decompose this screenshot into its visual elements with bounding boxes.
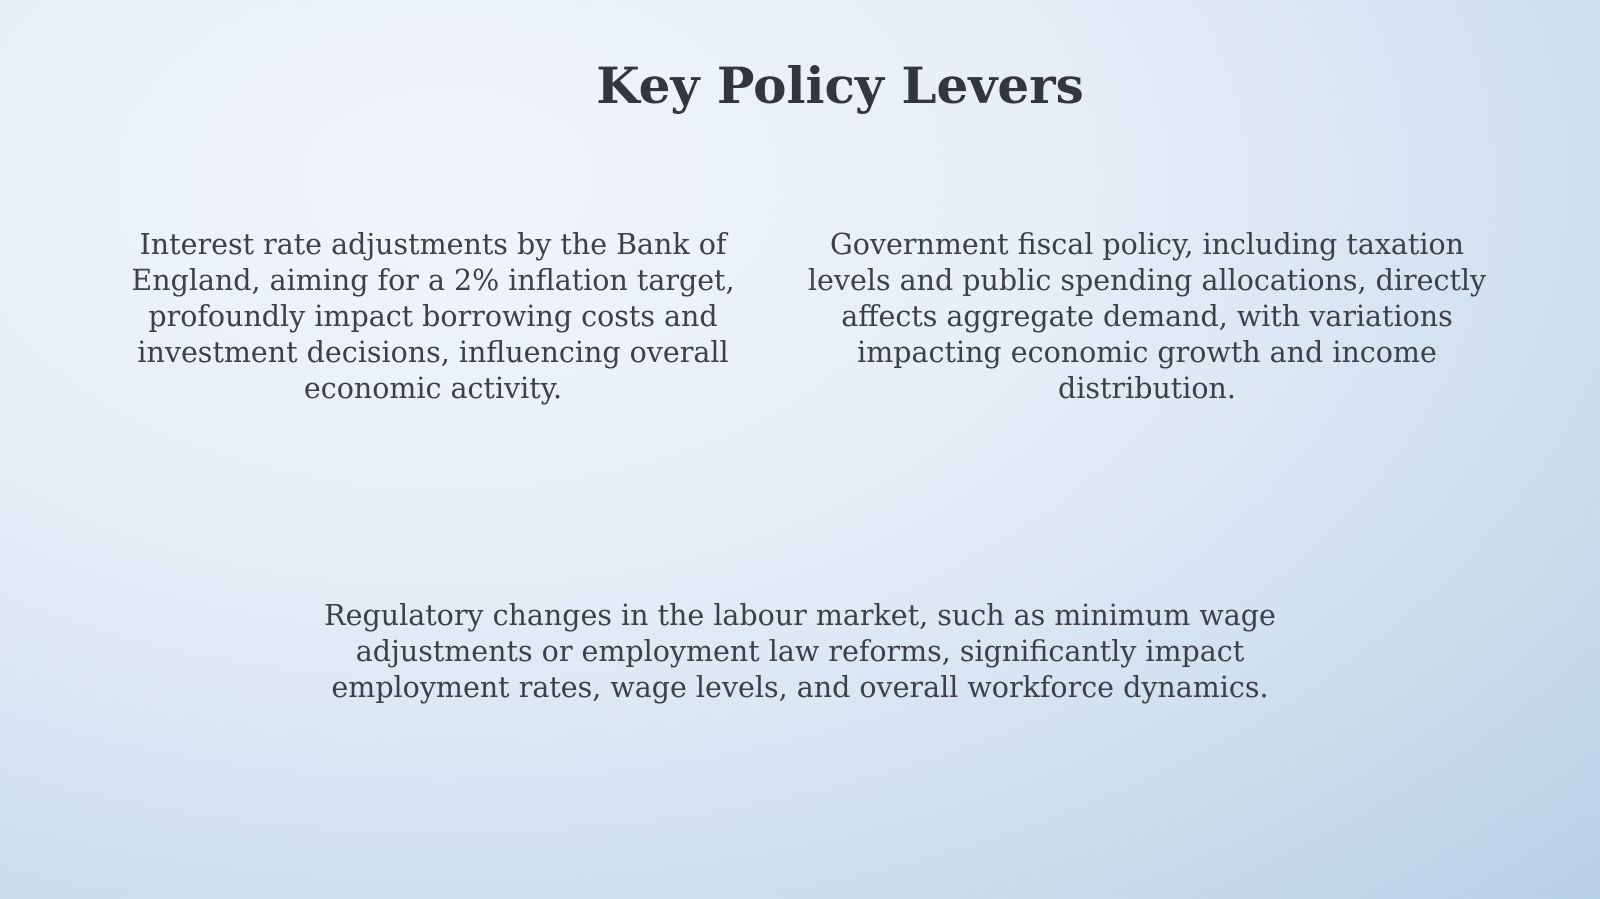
slide-title: Key Policy Levers — [596, 56, 1084, 115]
lever-fiscal-policy-text: Government fiscal policy, including taxation levels and public spending allocations, directly affects aggregate demand, with variations impacting economic growth and income distribution. — [807, 228, 1487, 405]
lever-labour-regulation-text: Regulatory changes in the labour market, such as minimum wage adjustments or employment law reforms, significantly impact employment rates, wage levels, and overall workforce dynamics. — [324, 599, 1276, 704]
lever-interest-rates-text: Interest rate adjustments by the Bank of England, aiming for a 2% inflation target, profoundly impact borrowing costs and investment decisions, influencing overall economic activity. — [131, 228, 735, 405]
